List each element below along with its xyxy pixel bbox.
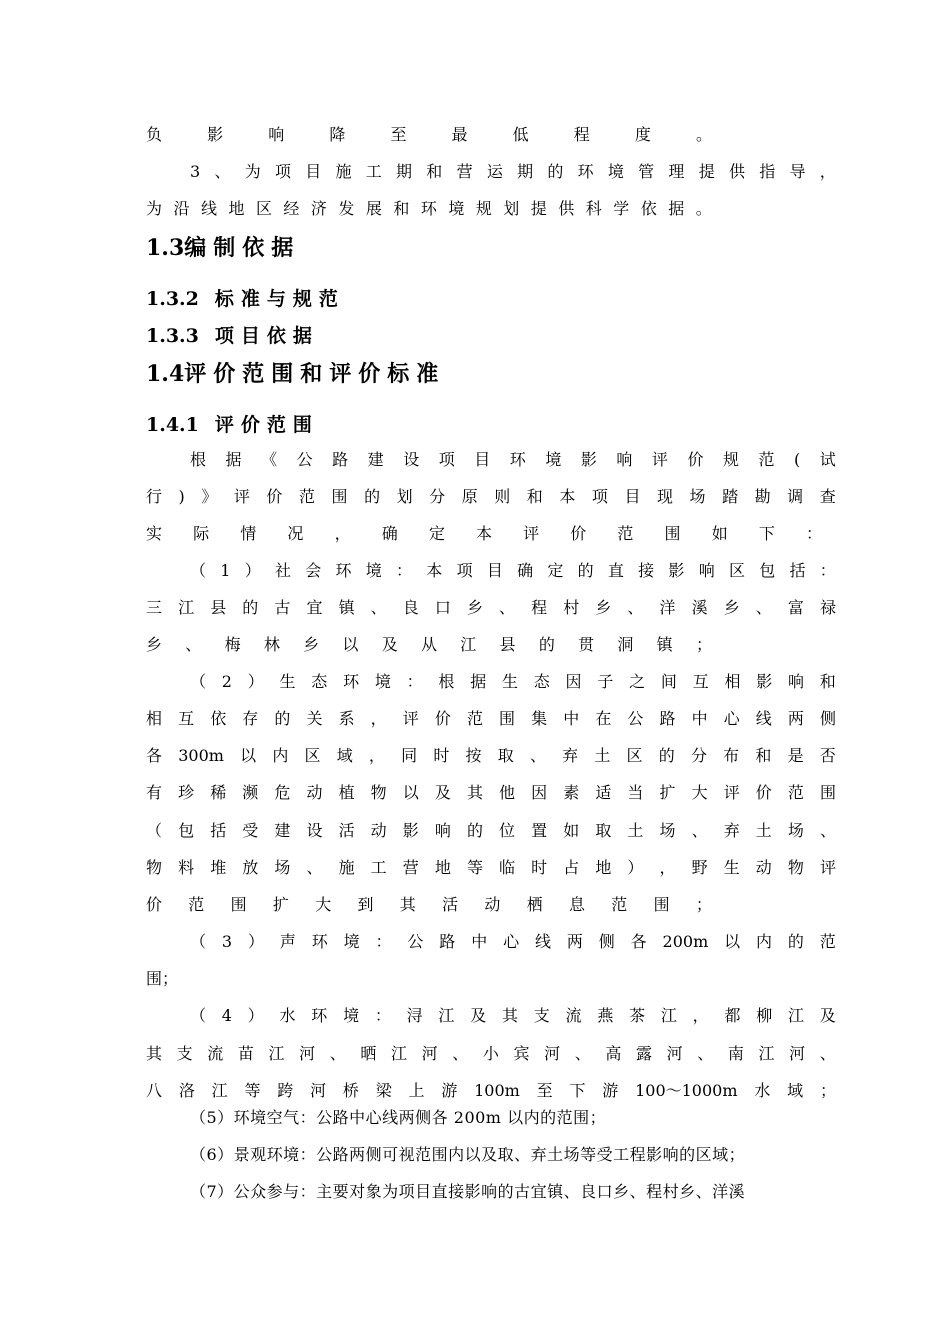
paragraph-line: 价 范 围 扩 大 到 其 活 动 栖 息 范 围 ； <box>146 895 712 914</box>
heading-text: 编制依据 <box>184 235 301 261</box>
heading-number: 1.4.1 <box>146 414 199 436</box>
subsection-heading <box>146 323 836 349</box>
heading-number: 1.3 <box>146 235 185 261</box>
paragraph-line: 物 料 堆 放 场 、 施 工 营 地 等 临 时 占 地 ） ， 野 生 动 物 评 <box>146 858 836 877</box>
paragraph-line: 实 际 情 况 ， 确 定 本 评 价 范 围 如 下 ： <box>146 524 822 543</box>
paragraph-line: 围； <box>146 969 179 988</box>
paragraph-line: 3 、 为 项 目 施 工 期 和 营 运 期 的 环 境 管 理 提 供 指 导 ， <box>190 162 836 181</box>
paragraph-line: （ 包 括 受 建 设 活 动 影 响 的 位 置 如 取 土 场 、 弃 土 场 、 <box>146 821 836 840</box>
heading-text: 评价范围 <box>214 414 319 436</box>
heading-text: 项目依据 <box>214 325 319 347</box>
paragraph-line: （6）景观环境：公路两侧可视范围内以及取、弃土场等受工程影响的区域； <box>190 1145 746 1164</box>
paragraph-line: 八 洛 江 等 跨 河 桥 梁 上 游 100m 至 下 游 100～1000m 水 域 ； <box>146 1081 836 1100</box>
heading-text: 标准与规范 <box>214 288 345 310</box>
paragraph-line: 根 据 《 公 路 建 设 项 目 环 境 影 响 评 价 规 范 ( 试 <box>190 450 836 469</box>
heading-text: 评价范围和评价标准 <box>184 361 446 387</box>
paragraph-line: 相 互 依 存 的 关 系 ， 评 价 范 围 集 中 在 公 路 中 心 线 两 侧 <box>146 709 836 728</box>
subsection-heading <box>146 412 836 438</box>
subsection-heading <box>146 286 836 312</box>
paragraph-line: 为 沿 线 地 区 经 济 发 展 和 环 境 规 划 提 供 科 学 依 据 。 <box>146 199 712 218</box>
paragraph-line: （ 2 ） 生 态 环 境 ： 根 据 生 态 因 子 之 间 互 相 影 响 和 <box>190 672 836 691</box>
paragraph-line: （5）环境空气：公路中心线两侧各 200m 以内的范围； <box>190 1108 607 1127</box>
paragraph-line: 有 珍 稀 濒 危 动 植 物 以 及 其 他 因 素 适 当 扩 大 评 价 范 围 <box>146 783 836 802</box>
paragraph-line: （ 1 ） 社 会 环 境 ： 本 项 目 确 定 的 直 接 影 响 区 包 括 ： <box>190 561 836 580</box>
heading-number: 1.3.2 <box>146 288 199 310</box>
paragraph-line: （7）公众参与：主要对象为项目直接影响的古宜镇、良口乡、程村乡、洋溪 <box>190 1182 746 1201</box>
paragraph-line: （ 4 ） 水 环 境 ： 浔 江 及 其 支 流 燕 茶 江 ， 都 柳 江 及 <box>190 1006 836 1025</box>
paragraph-line: 其 支 流 苗 江 河 、 晒 江 河 、 小 宾 河 、 高 露 河 、 南 江 河 、 <box>146 1044 836 1063</box>
paragraph-line: 各 300m 以 内 区 域 ， 同 时 按 取 、 弃 土 区 的 分 布 和 是 否 <box>146 746 836 765</box>
paragraph-line: 乡 、 梅 林 乡 以 及 从 江 县 的 贯 洞 镇 ； <box>146 635 712 654</box>
paragraph-line: 三 江 县 的 古 宜 镇 、 良 口 乡 、 程 村 乡 、 洋 溪 乡 、 富 禄 <box>146 598 836 617</box>
paragraph-line: 负 影 响 降 至 最 低 程 度 。 <box>146 125 712 144</box>
heading-number: 1.4 <box>146 361 185 387</box>
paragraph-line: 行 ) 》 评 价 范 围 的 划 分 原 则 和 本 项 目 现 场 踏 勘 调 查 <box>146 487 836 506</box>
paragraph-line: （ 3 ） 声 环 境 ： 公 路 中 心 线 两 侧 各 200m 以 内 的 范 <box>190 932 836 951</box>
section-heading <box>146 360 836 388</box>
heading-number: 1.3.3 <box>146 325 199 347</box>
section-heading <box>146 234 836 262</box>
